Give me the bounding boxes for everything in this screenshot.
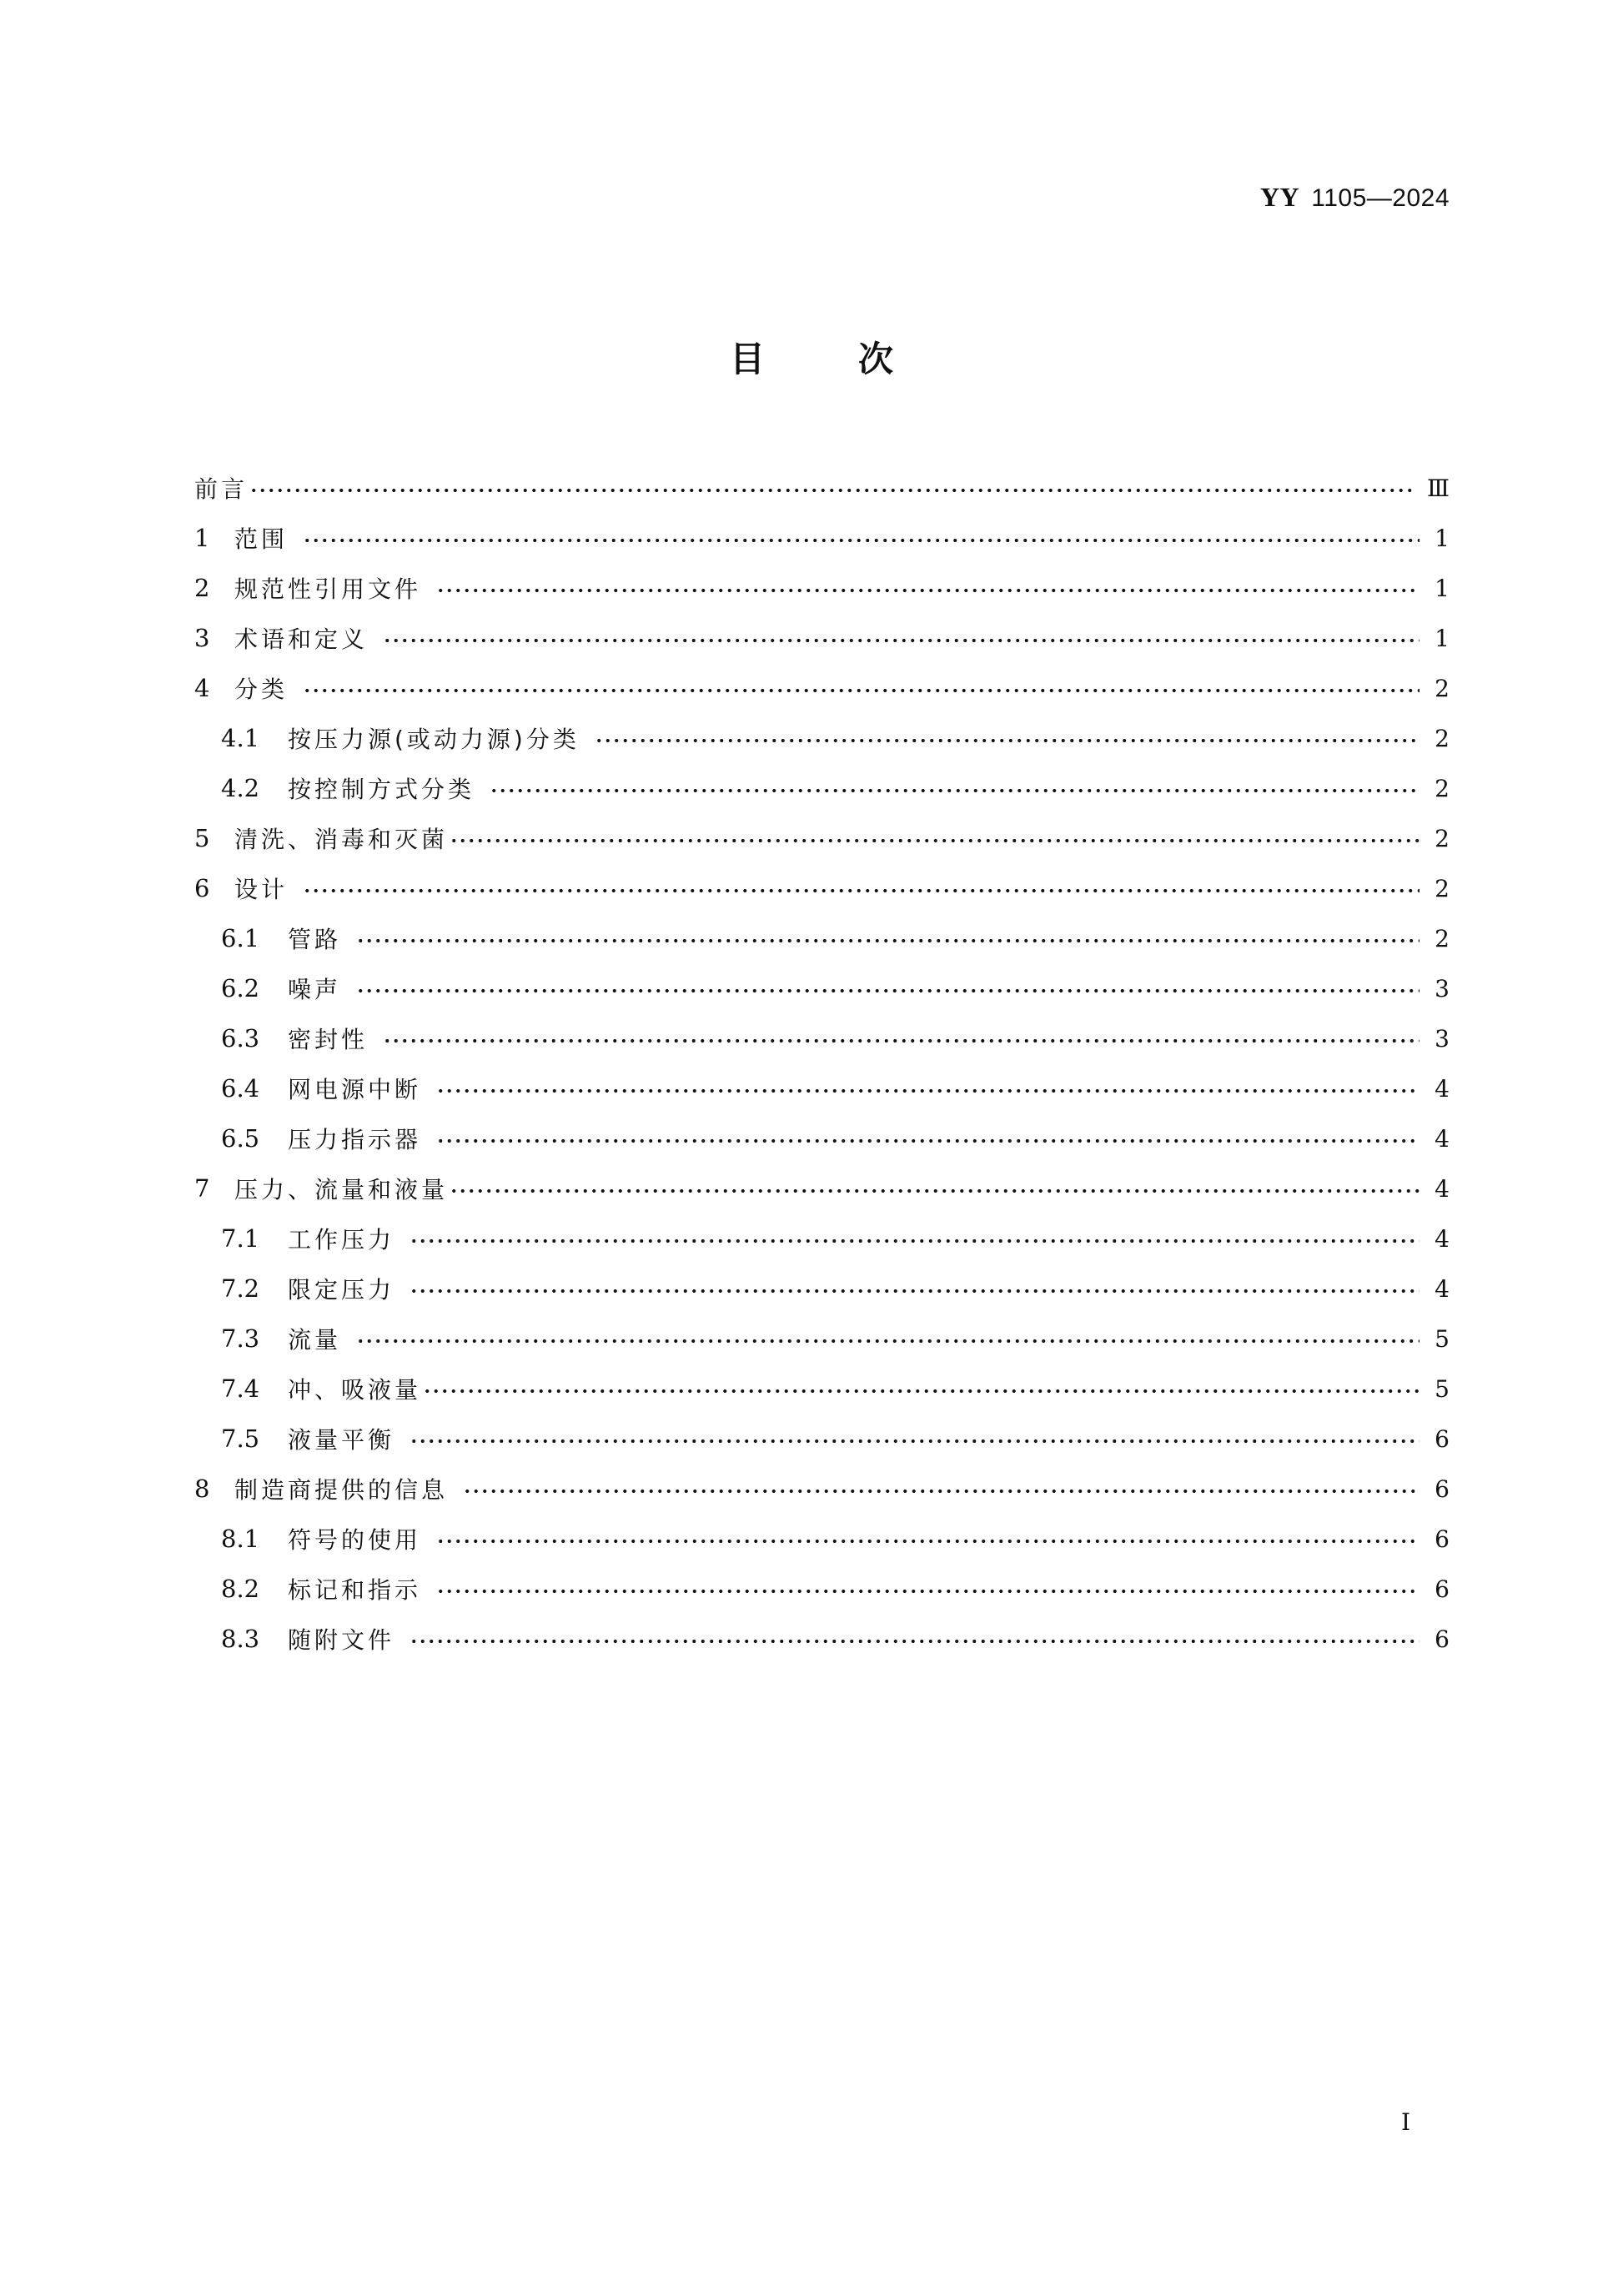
toc-entry-2[interactable]: [194, 563, 1450, 613]
toc-entry-page: 1: [1435, 524, 1450, 552]
toc-entry-page: 1: [1435, 574, 1450, 602]
dot-leader: [423, 1389, 1419, 1393]
dot-leader: [356, 989, 1419, 992]
dot-leader: [436, 1540, 1419, 1543]
toc-entry-label: 符号的使用: [288, 1526, 422, 1554]
toc-entry-number: 8.1: [221, 1525, 260, 1553]
toc-entry-number: 4.2: [221, 774, 260, 802]
toc-entry-6-5[interactable]: [194, 1113, 1450, 1163]
toc-entry-page: 6: [1435, 1475, 1450, 1503]
toc-entry-page: 3: [1435, 1024, 1450, 1053]
toc-entry-label: 术语和定义: [234, 625, 369, 653]
dot-leader: [410, 1289, 1419, 1293]
toc-entry-label: 随附文件: [288, 1626, 395, 1654]
toc-entry-page: 6: [1435, 1525, 1450, 1553]
toc-entry-page: 5: [1435, 1324, 1450, 1353]
toc-entry-number: 7.2: [221, 1274, 260, 1303]
toc-entry-6-4[interactable]: [194, 1063, 1450, 1113]
dot-leader: [383, 1039, 1419, 1042]
dot-leader: [463, 1490, 1419, 1493]
toc-entry-number: 8.2: [221, 1575, 260, 1603]
toc-entry-label: 管路: [288, 926, 342, 953]
toc-entry-page: 2: [1435, 874, 1450, 902]
page-title: [0, 332, 1623, 382]
toc-entry-number: 6.5: [221, 1124, 260, 1153]
toc-entry-number: 4: [194, 674, 210, 702]
dot-leader: [303, 689, 1419, 692]
toc-entry-page: 4: [1435, 1174, 1450, 1203]
toc-entry-page: 2: [1435, 924, 1450, 952]
table-of-contents: [194, 463, 1450, 1664]
toc-entry-6-1[interactable]: [194, 913, 1450, 963]
toc-entry-page: 6: [1435, 1575, 1450, 1603]
toc-entry-number: 7.3: [221, 1324, 260, 1353]
toc-entry-page: 4: [1435, 1074, 1450, 1103]
toc-entry-label: 按压力源(或动力源)分类: [288, 726, 580, 753]
toc-entry-label: 密封性: [288, 1026, 369, 1053]
toc-entry-4[interactable]: [194, 663, 1450, 713]
toc-entry-label: 压力、流量和液量: [234, 1176, 449, 1203]
toc-entry-number: 7.4: [221, 1374, 260, 1403]
toc-entry-label: 范围: [234, 525, 289, 553]
toc-entry-label: 制造商提供的信息: [234, 1476, 449, 1504]
standard-code: [1260, 182, 1450, 213]
toc-entry-page: 2: [1435, 674, 1450, 702]
dot-leader: [356, 1339, 1419, 1343]
toc-entry-page: 2: [1435, 724, 1450, 752]
dot-leader: [436, 589, 1419, 592]
dot-leader: [450, 839, 1419, 842]
toc-entry-label: 清洗、消毒和灭菌: [234, 826, 449, 853]
toc-entry-page: Ⅲ: [1426, 474, 1450, 502]
dot-leader: [303, 889, 1419, 892]
toc-entry-label: 压力指示器: [288, 1126, 422, 1153]
dot-leader: [436, 1089, 1419, 1093]
toc-entry-7-5[interactable]: [194, 1414, 1450, 1464]
dot-leader: [490, 789, 1419, 792]
toc-entry-number: 3: [194, 624, 210, 652]
toc-entry-number: 8: [194, 1475, 210, 1503]
toc-entry-page: 6: [1435, 1625, 1450, 1653]
toc-entry-4-2[interactable]: [194, 763, 1450, 813]
toc-entry-page: 2: [1435, 774, 1450, 802]
toc-entry-label: 前言: [194, 475, 249, 503]
toc-entry-number: 4.1: [221, 724, 260, 752]
title-char-2: 次: [858, 339, 894, 379]
toc-entry-8-1[interactable]: [194, 1514, 1450, 1564]
toc-entry-number: 5: [194, 824, 210, 852]
toc-entry-3[interactable]: [194, 613, 1450, 663]
dot-leader: [410, 1239, 1419, 1243]
toc-entry-6-3[interactable]: [194, 1013, 1450, 1063]
standard-prefix: YY: [1260, 182, 1300, 212]
standard-number: 1105—2024: [1311, 184, 1450, 212]
toc-entry-label: 标记和指示: [288, 1576, 422, 1604]
toc-entry-foreword[interactable]: [194, 463, 1450, 513]
dot-leader: [383, 639, 1419, 642]
toc-entry-number: 1: [194, 524, 210, 552]
toc-entry-7[interactable]: [194, 1163, 1450, 1213]
toc-entry-8-3[interactable]: [194, 1614, 1450, 1664]
toc-entry-page: 4: [1435, 1124, 1450, 1153]
toc-entry-page: 4: [1435, 1274, 1450, 1303]
toc-entry-page: 6: [1435, 1424, 1450, 1453]
dot-leader: [410, 1640, 1419, 1643]
dot-leader: [249, 489, 1414, 492]
toc-entry-label: 分类: [234, 676, 289, 703]
toc-entry-number: 7: [194, 1174, 210, 1203]
dot-leader: [450, 1189, 1419, 1193]
toc-entry-number: 8.3: [221, 1625, 260, 1653]
toc-entry-page: 4: [1435, 1224, 1450, 1253]
dot-leader: [436, 1139, 1419, 1143]
toc-entry-number: 7.5: [221, 1424, 260, 1453]
toc-entry-label: 网电源中断: [288, 1076, 422, 1103]
toc-entry-number: 6.4: [221, 1074, 260, 1103]
toc-entry-label: 设计: [234, 876, 289, 903]
toc-entry-number: 6.3: [221, 1024, 260, 1053]
dot-leader: [303, 539, 1419, 542]
toc-entry-label: 规范性引用文件: [234, 575, 422, 603]
toc-entry-number: 6.1: [221, 924, 260, 952]
page-number: I: [1401, 2108, 1411, 2136]
toc-entry-6[interactable]: [194, 863, 1450, 913]
toc-entry-7-3[interactable]: [194, 1314, 1450, 1364]
toc-entry-label: 液量平衡: [288, 1426, 395, 1454]
toc-entry-number: 2: [194, 574, 210, 602]
toc-entry-page: 5: [1435, 1374, 1450, 1403]
toc-entry-7-1[interactable]: [194, 1213, 1450, 1264]
toc-entry-number: 7.1: [221, 1224, 260, 1253]
toc-entry-page: 1: [1435, 624, 1450, 652]
toc-entry-label: 工作压力: [288, 1226, 395, 1254]
toc-entry-6-2[interactable]: [194, 963, 1450, 1013]
dot-leader: [356, 939, 1419, 942]
toc-entry-1[interactable]: [194, 513, 1450, 563]
toc-entry-number: 6: [194, 874, 210, 902]
toc-entry-label: 流量: [288, 1326, 342, 1354]
toc-entry-label: 限定压力: [288, 1276, 395, 1304]
toc-entry-label: 按控制方式分类: [288, 776, 475, 803]
toc-entry-7-4[interactable]: [194, 1364, 1450, 1414]
toc-entry-7-2[interactable]: [194, 1264, 1450, 1314]
dot-leader: [595, 739, 1419, 742]
dot-leader: [410, 1439, 1419, 1443]
toc-entry-4-1[interactable]: [194, 713, 1450, 763]
toc-entry-page: 2: [1435, 824, 1450, 852]
toc-entry-number: 6.2: [221, 974, 260, 1002]
dot-leader: [436, 1590, 1419, 1593]
title-char-1: 目: [729, 339, 765, 379]
toc-entry-label: 噪声: [288, 976, 342, 1003]
toc-entry-5[interactable]: [194, 813, 1450, 863]
toc-entry-label: 冲、吸液量: [288, 1376, 422, 1404]
toc-entry-8[interactable]: [194, 1464, 1450, 1514]
toc-entry-page: 3: [1435, 974, 1450, 1002]
toc-entry-8-2[interactable]: [194, 1564, 1450, 1614]
